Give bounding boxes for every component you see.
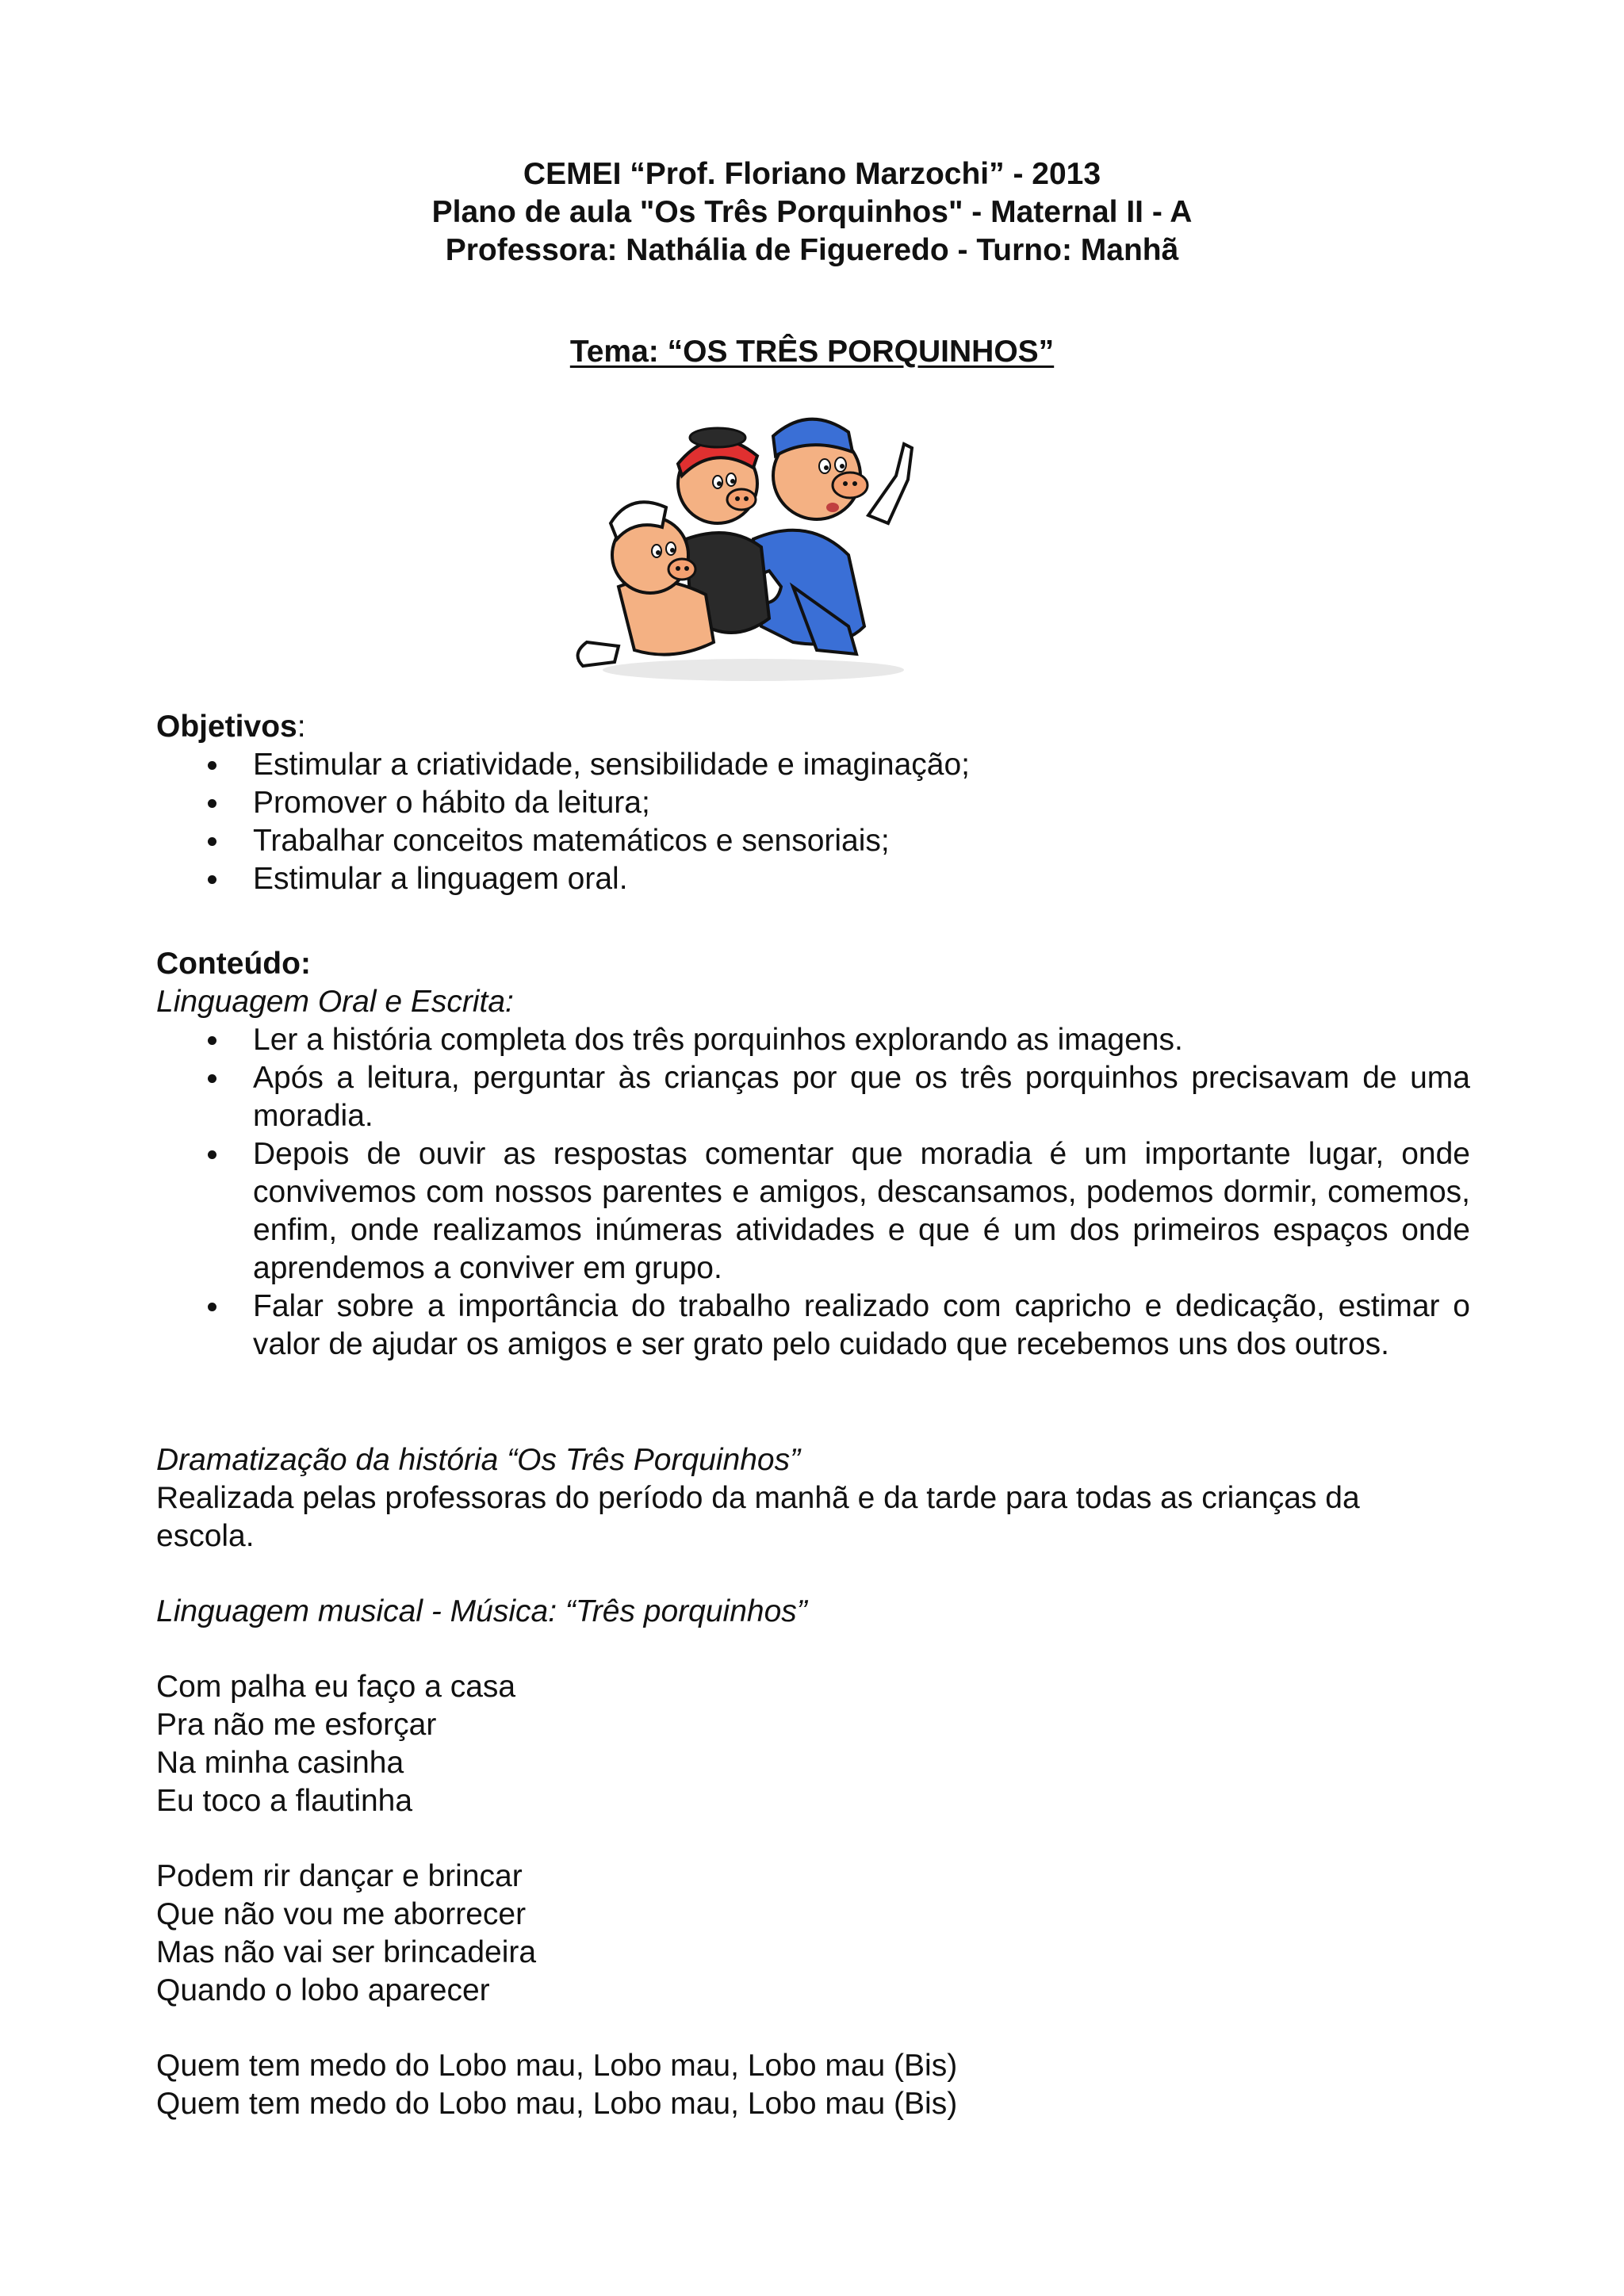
lyric-line: Quem tem medo do Lobo mau, Lobo mau, Lobo mau (Bis) [156,2049,958,2083]
list-item: Após a leitura, perguntar às crianças por que os três porquinhos precisavam de uma moradia. [0,1059,1624,1135]
tema-heading [0,333,1624,371]
lyric-line: Mas não vai ser brincadeira [156,1935,537,1969]
objetivos-colon: : [297,710,306,744]
objetivos-heading [156,708,1469,746]
bullet-icon [208,1303,216,1311]
dramatizacao-heading: Dramatização da história “Os Três Porquinhos” [156,1443,801,1477]
bullet-icon [208,1150,216,1159]
list-item: Ler a história completa dos três porquinhos explorando as imagens. [0,1021,1624,1059]
objetivos-list [0,746,1624,898]
lyric-line: Quando o lobo aparecer [156,1973,490,2007]
three-pigs-illustration [555,388,952,690]
lyric-line: Na minha casinha [156,1746,404,1780]
bullet-icon [208,1074,216,1083]
list-item: Estimular a criatividade, sensibilidade e imaginação; [0,746,1624,784]
lyric-line: Que não vou me aborrecer [156,1897,527,1931]
bullet-icon [208,875,216,884]
bullet-icon [208,799,216,808]
lyric-line: Podem rir dançar e brincar [156,1859,523,1893]
list-item: Falar sobre a importância do trabalho realizado com capricho e dedicação, estimar o valor de ajudar os amigos e ser grato pelo cuidado que recebemos uns dos outros. [0,1288,1624,1364]
bullet-icon [208,1036,216,1045]
lyric-line: Eu toco a flautinha [156,1784,413,1818]
musica-heading: Linguagem musical - Música: “Três porquinhos” [156,1594,807,1628]
header-lesson-plan: Plano de aula "Os Três Porquinhos" - Maternal II - A [431,195,1193,229]
list-item: Trabalhar conceitos matemáticos e sensoriais; [0,822,1624,860]
header-school: CEMEI “Prof. Floriano Marzochi” - 2013 [523,157,1101,191]
dramatizacao-text: Realizada pelas professoras do período da manhã e da tarde para todas as crianças da escola. [156,1481,1360,1553]
objetivos-title: Objetivos [156,710,297,744]
oral-escrita-list [0,1021,1624,1364]
pig-blue-cap [753,419,912,654]
bullet-icon [208,837,216,846]
list-item: Depois de ouvir as respostas comentar que moradia é um importante lugar, onde convivemos com nossos parentes e amigos, descansamos, podemos dormir, comemos, enfim, onde realizamos inúmeras atividades e que é um dos primeiros espaços onde aprendemos a conviver em grupo. [0,1135,1624,1288]
oral-escrita-heading: Linguagem Oral e Escrita: [156,985,514,1019]
conteudo-heading: Conteúdo: [156,947,311,981]
lyric-line: Pra não me esforçar [156,1708,437,1742]
lyric-line: Com palha eu faço a casa [156,1670,516,1704]
tema-text: Tema: “OS TRÊS PORQUINHOS” [569,335,1055,369]
list-item: Promover o hábito da leitura; [0,784,1624,822]
header-teacher: Professora: Nathália de Figueredo - Turno: Manhã [445,233,1179,267]
bullet-icon [208,761,216,770]
list-item: Estimular a linguagem oral. [0,860,1624,898]
lyric-line: Quem tem medo do Lobo mau, Lobo mau, Lobo mau (Bis) [156,2087,958,2121]
